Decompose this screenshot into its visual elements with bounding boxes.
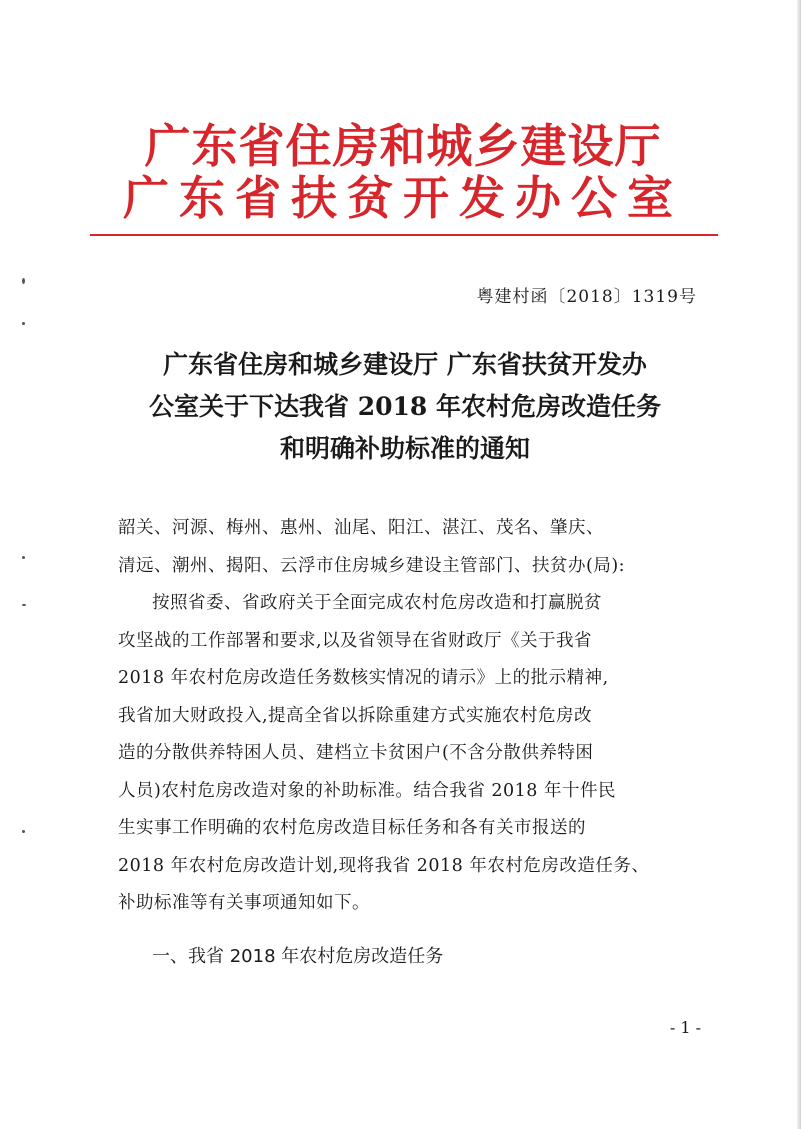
addressee-line-2: 清远、潮州、揭阳、云浮市住房城乡建设主管部门、扶贫办(局): bbox=[118, 555, 626, 576]
scan-speck bbox=[22, 278, 25, 284]
body-line: 人员)农村危房改造对象的补助标准。结合我省 2018 年十件民 bbox=[118, 780, 616, 801]
document-body bbox=[118, 510, 706, 923]
issuer-header-line-1: 广东省住房和城乡建设厅 bbox=[144, 119, 662, 173]
body-line: 补助标准等有关事项通知如下。 bbox=[118, 893, 370, 913]
body-line: 生实事工作明确的农村危房改造目标任务和各有关市报送的 bbox=[118, 818, 586, 838]
scan-edge-shadow bbox=[797, 0, 801, 1129]
issuer-header-line-2: 广东省扶贫开发办公室 bbox=[123, 171, 683, 225]
title-line-2: 公室关于下达我省 2018 年农村危房改造任务 bbox=[149, 392, 661, 421]
red-separator-line bbox=[90, 234, 718, 236]
document-title bbox=[110, 344, 700, 470]
addressee-line-1: 韶关、河源、梅州、惠州、汕尾、阳江、湛江、茂名、肇庆、 bbox=[118, 518, 604, 538]
document-number: 粤建村函〔2018〕1319号 bbox=[476, 287, 697, 307]
scan-speck bbox=[22, 604, 26, 606]
scan-speck bbox=[22, 556, 25, 559]
page-number: - 1 - bbox=[669, 1018, 701, 1037]
scan-speck bbox=[22, 322, 25, 325]
body-line: 攻坚战的工作部署和要求,以及省领导在省财政厅《关于我省 bbox=[118, 630, 593, 651]
body-line: 我省加大财政投入,提高全省以拆除重建方式实施农村危房改 bbox=[118, 705, 593, 726]
body-line: 2018 年农村危房改造计划,现将我省 2018 年农村危房改造任务、 bbox=[118, 855, 650, 876]
title-line-3: 和明确补助标准的通知 bbox=[279, 434, 530, 463]
section-heading: 一、我省 2018 年农村危房改造任务 bbox=[152, 946, 444, 967]
body-line: 2018 年农村危房改造任务数核实情况的请示》上的批示精神, bbox=[118, 668, 609, 688]
body-line: 造的分散供养特困人员、建档立卡贫困户(不含分散供养特困 bbox=[118, 743, 594, 763]
title-line-1: 广东省住房和城乡建设厅 广东省扶贫开发办 bbox=[163, 350, 647, 379]
scan-speck bbox=[22, 830, 25, 833]
body-line: 按照省委、省政府关于全面完成农村危房改造和打赢脱贫 bbox=[152, 593, 602, 613]
